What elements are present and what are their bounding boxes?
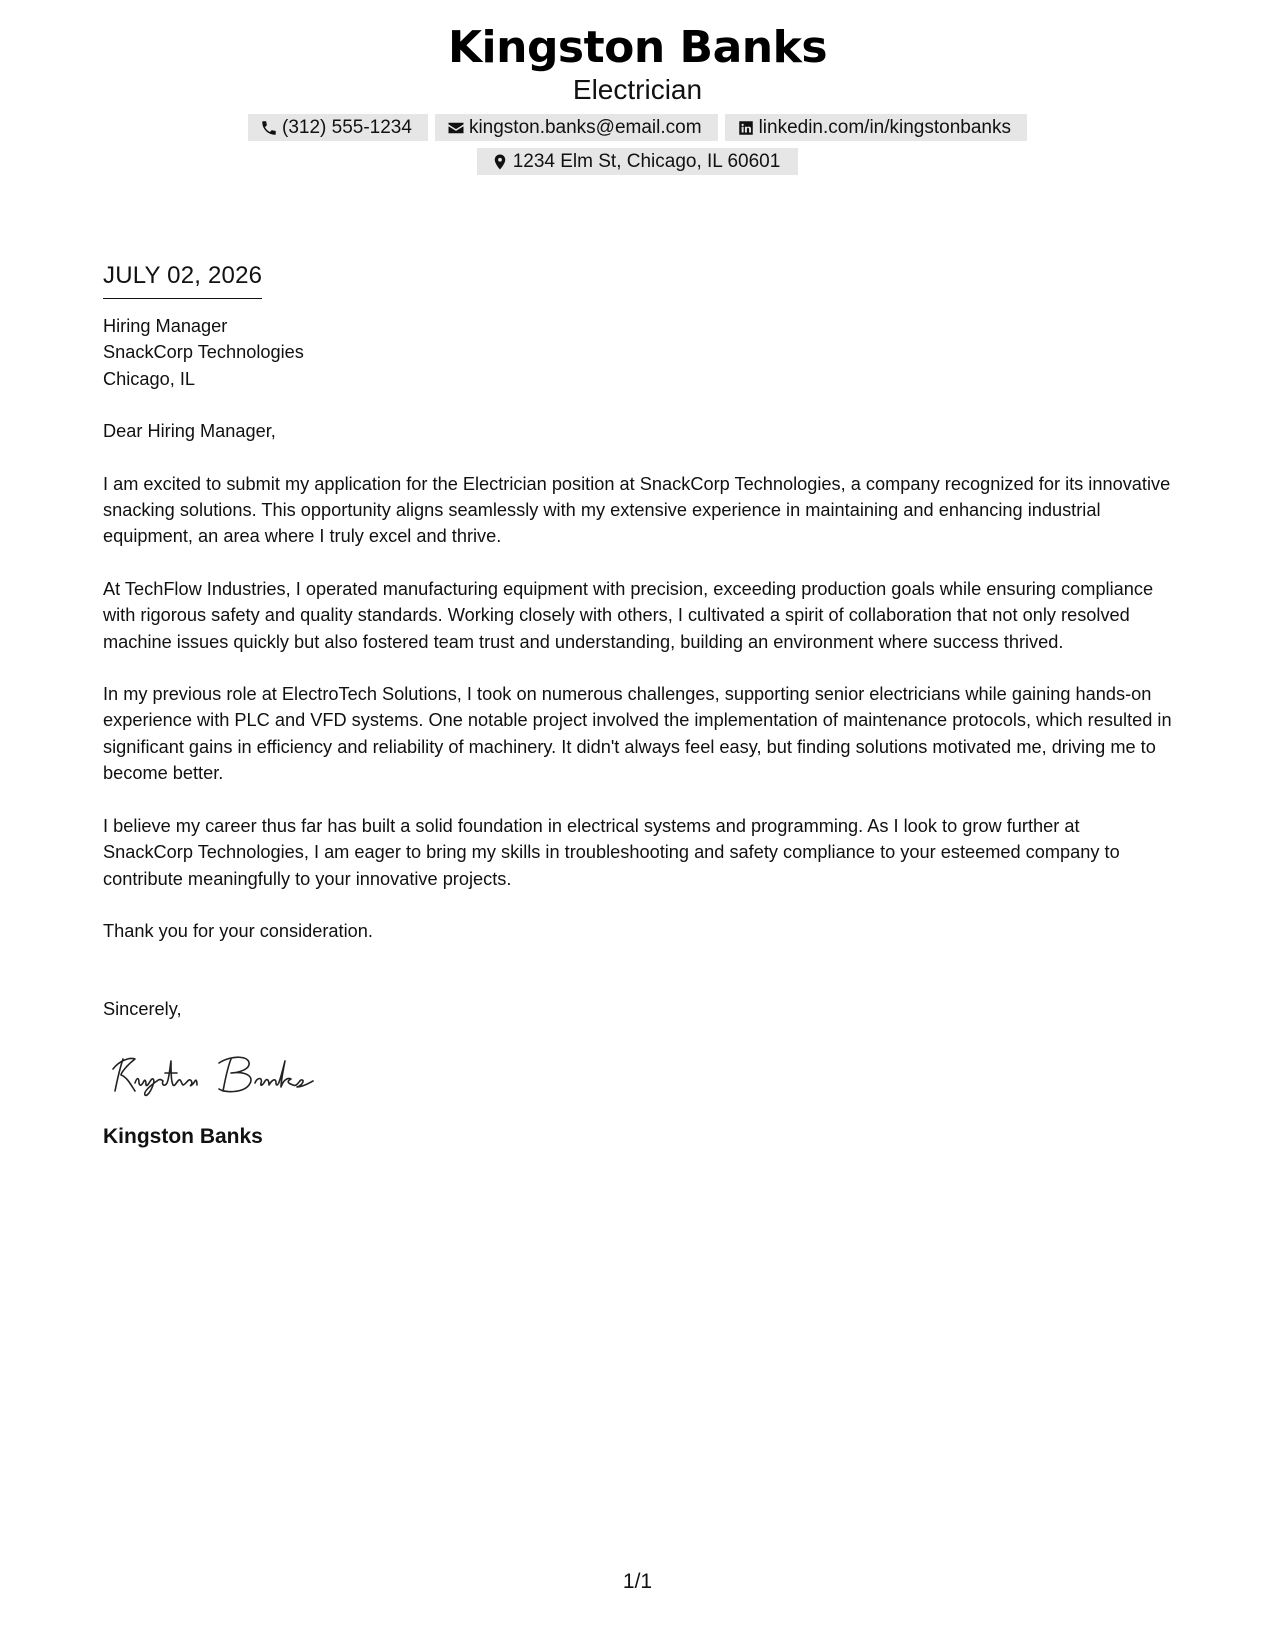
salutation: Dear Hiring Manager, bbox=[103, 421, 276, 442]
body-paragraph: In my previous role at ElectroTech Solutions, I took on numerous challenges, supporting senior electricians while gaining hands-on experience with PLC and VFD systems. One notable project involved the implementation of maintenance protocols, which resulted in significant gains in efficiency and reliability of machinery. It didn't always feel easy, but finding solutions motivated me, driving me to become better. bbox=[103, 684, 1172, 784]
body-paragraph: I believe my career thus far has built a solid foundation in electrical systems and programming. As I look to grow further at SnackCorp Technologies, I am eager to bring my skills in troubleshooting and safety compliance to your esteemed company to contribute meaningfully to your innovative projects. bbox=[103, 815, 1120, 889]
phone-chip[interactable] bbox=[248, 114, 428, 141]
map-pin-icon bbox=[491, 153, 509, 171]
phone-text: (312) 555-1234 bbox=[282, 117, 412, 138]
applicant-name: Kingston Banks bbox=[447, 22, 828, 73]
signer-name: Kingston Banks bbox=[103, 1125, 263, 1149]
envelope-icon bbox=[447, 119, 465, 137]
page-number: 1/1 bbox=[622, 1570, 653, 1593]
contact-chips bbox=[228, 114, 1048, 175]
address-chip bbox=[477, 148, 799, 175]
linkedin-icon bbox=[737, 119, 755, 137]
handwritten-signature bbox=[109, 1047, 359, 1099]
recipient-line: SnackCorp Technologies bbox=[103, 342, 304, 363]
applicant-title: Electrician bbox=[572, 74, 703, 105]
letter-body bbox=[103, 260, 1173, 1151]
letter-date: JULY 02, 2026 bbox=[103, 260, 262, 299]
letter-header bbox=[0, 22, 1275, 175]
thanks-line: Thank you for your consideration. bbox=[103, 920, 373, 941]
email-chip[interactable] bbox=[435, 114, 718, 141]
recipient-line: Hiring Manager bbox=[103, 316, 228, 336]
address-text: 1234 Elm St, Chicago, IL 60601 bbox=[512, 151, 781, 172]
phone-icon bbox=[260, 119, 278, 137]
body-paragraph: I am excited to submit my application for the Electrician position at SnackCorp Technologies, a company recognized for its innovative snacking solutions. This opportunity aligns seamlessly with my extensive experience in maintaining and enhancing industrial equipment, an area where I truly excel and thrive. bbox=[103, 473, 1171, 547]
recipient-block bbox=[103, 313, 1173, 392]
linkedin-text: linkedin.com/in/kingstonbanks bbox=[758, 117, 1011, 138]
linkedin-chip[interactable] bbox=[725, 114, 1027, 141]
recipient-line: Chicago, IL bbox=[103, 368, 196, 389]
closing: Sincerely, bbox=[103, 999, 182, 1020]
body-paragraph: At TechFlow Industries, I operated manufacturing equipment with precision, exceeding production goals while ensuring compliance with rigorous safety and quality standards. Working closely with others, I cultivated a spirit of collaboration that not only resolved machine issues quickly but also fostered team trust and understanding, building an environment where success thrived. bbox=[103, 578, 1154, 652]
email-text: kingston.banks@email.com bbox=[468, 117, 702, 138]
